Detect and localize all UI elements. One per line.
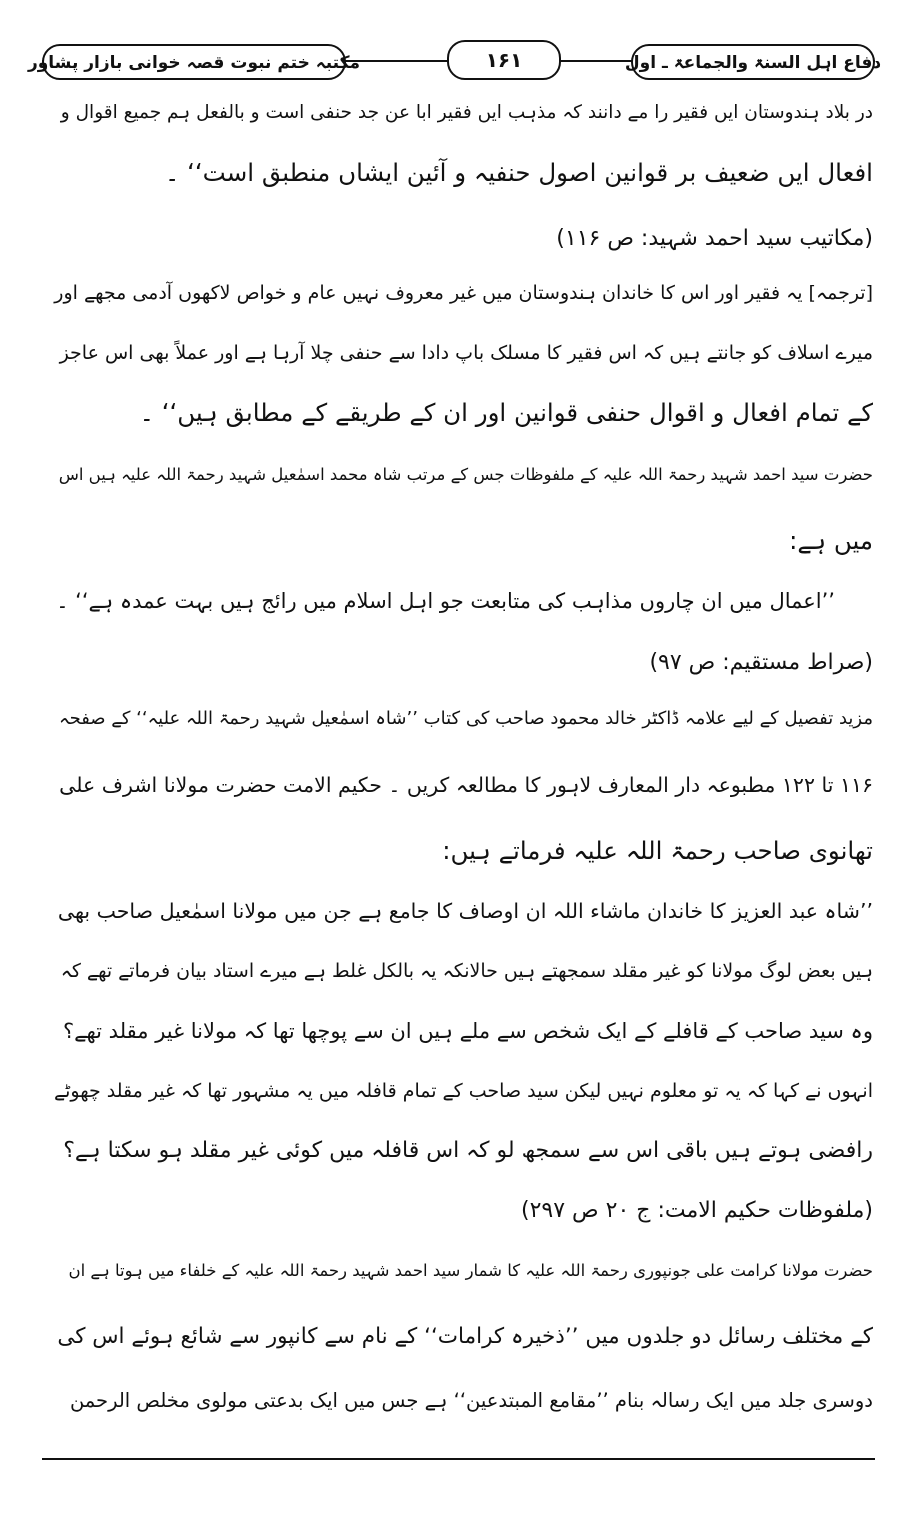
quote-line-2: ہیں بعض لوگ مولانا کو غیر مقلد سمجھتے ہیں حالانکہ یہ بالکل غلط ہے میرے استاد بیان فرماتے تھے کہ: [60, 960, 873, 982]
page-number: ۱۶۱: [447, 40, 561, 80]
citation-maktubat: (مکاتیب سید احمد شہید: ص ۱۱۶): [556, 226, 873, 251]
quote-line-5: رافضی ہوتے ہیں باقی اس سے سمجھ لو کہ اس قافلہ میں کوئی غیر مقلد ہو سکتا ہے؟: [63, 1138, 873, 1163]
text-line-1: در بلاد ہندوستان ایں فقیر را مے دانند کہ مذہب ایں فقیر ابا عن جد حنفی است و بالفعل ہم جمیع اقوال و: [60, 102, 873, 123]
text-line-12: ۱۱۶ تا ۱۲۲ مطبوعہ دار المعارف لاہور کا مطالعہ کریں ۔ حکیم الامت حضرت مولانا اشرف علی: [59, 773, 873, 797]
book-title: دفاع اہل السنۃ والجماعۃ ـ اول: [631, 44, 875, 80]
text-line-7: حضرت سید احمد شہید رحمۃ اللہ علیہ کے ملفوظات جس کے مرتب شاہ محمد اسمٰعیل شہید رحمۃ اللہ علیہ ہیں اس: [58, 465, 873, 484]
citation-sirat: (صراط مستقیم: ص ۹۷): [649, 650, 873, 675]
text-line-13: تھانوی صاحب رحمۃ اللہ علیہ فرماتے ہیں:: [442, 836, 873, 865]
quote-line-4: انہوں نے کہا کہ یہ تو معلوم نہیں لیکن سید صاحب کے تمام قافلہ میں یہ مشہور تھا کہ غیر مقلد چھوٹے: [53, 1080, 873, 1102]
footer-rule: [42, 1458, 875, 1460]
translation-line-2: میرے اسلاف کو جانتے ہیں کہ اس فقیر کا مسلک باپ دادا سے حنفی چلا آرہا ہے اور عملاً بھی اس عاجز: [59, 342, 873, 364]
translation-line-1: [ترجمہ] یہ فقیر اور اس کا خاندان ہندوستان میں غیر معروف نہیں عام و خواص لاکھوں آدمی مجھے اور: [54, 282, 873, 304]
translation-line-3: کے تمام افعال و اقوال حنفی قوانین اور ان کے طریقے کے مطابق ہیں‘‘ ۔: [139, 398, 873, 427]
text-line-22: دوسری جلد میں ایک رسالہ بنام ’’مقامع المبتدعین‘‘ ہے جس میں ایک بدعتی مولوی مخلص الرحمن: [69, 1389, 873, 1412]
citation-malfuzat: (ملفوظات حکیم الامت: ج ۲۰ ص ۲۹۷): [520, 1198, 873, 1223]
page-header: [27, 38, 882, 78]
text-line-8: میں ہے:: [789, 526, 873, 555]
text-line-21: کے مختلف رسائل دو جلدوں میں ’’ذخیرہ کرامات‘‘ کے نام سے کانپور سے شائع ہوئے اس کی: [57, 1324, 873, 1349]
text-line-20: حضرت مولانا کرامت علی جونپوری رحمۃ اللہ علیہ کا شمار سید احمد شہید رحمۃ اللہ علیہ کے خلفاء میں ہوتا ہے ان: [68, 1261, 873, 1280]
text-line-11: مزید تفصیل کے لیے علامہ ڈاکٹر خالد محمود صاحب کی کتاب ’’شاہ اسمٰعیل شہید رحمۃ اللہ علیہ‘‘ کے صفحہ: [59, 708, 873, 729]
text-line-2: افعال ایں ضعیف بر قوانین اصول حنفیہ و آئین ایشاں منطبق است‘‘ ۔: [164, 158, 873, 187]
quote-line-3: وہ سید صاحب کے قافلے کے ایک شخص سے ملے ہیں ان سے پوچھا تھا کہ مولانا غیر مقلد تھے؟: [63, 1019, 873, 1043]
quote-sirat: ’’اعمال میں ان چاروں مذاہب کی متابعت جو اہل اسلام میں رائج ہیں بہت عمدہ ہے‘‘ ۔: [56, 589, 835, 613]
quote-line-1: ’’شاہ عبد العزیز کا خاندان ماشاء اللہ ان اوصاف کا جامع ہے جن میں مولانا اسمٰعیل صاحب بھی: [57, 899, 873, 923]
publisher-name: مکتبہ ختم نبوت قصہ خوانی بازار پشاور: [42, 44, 346, 80]
